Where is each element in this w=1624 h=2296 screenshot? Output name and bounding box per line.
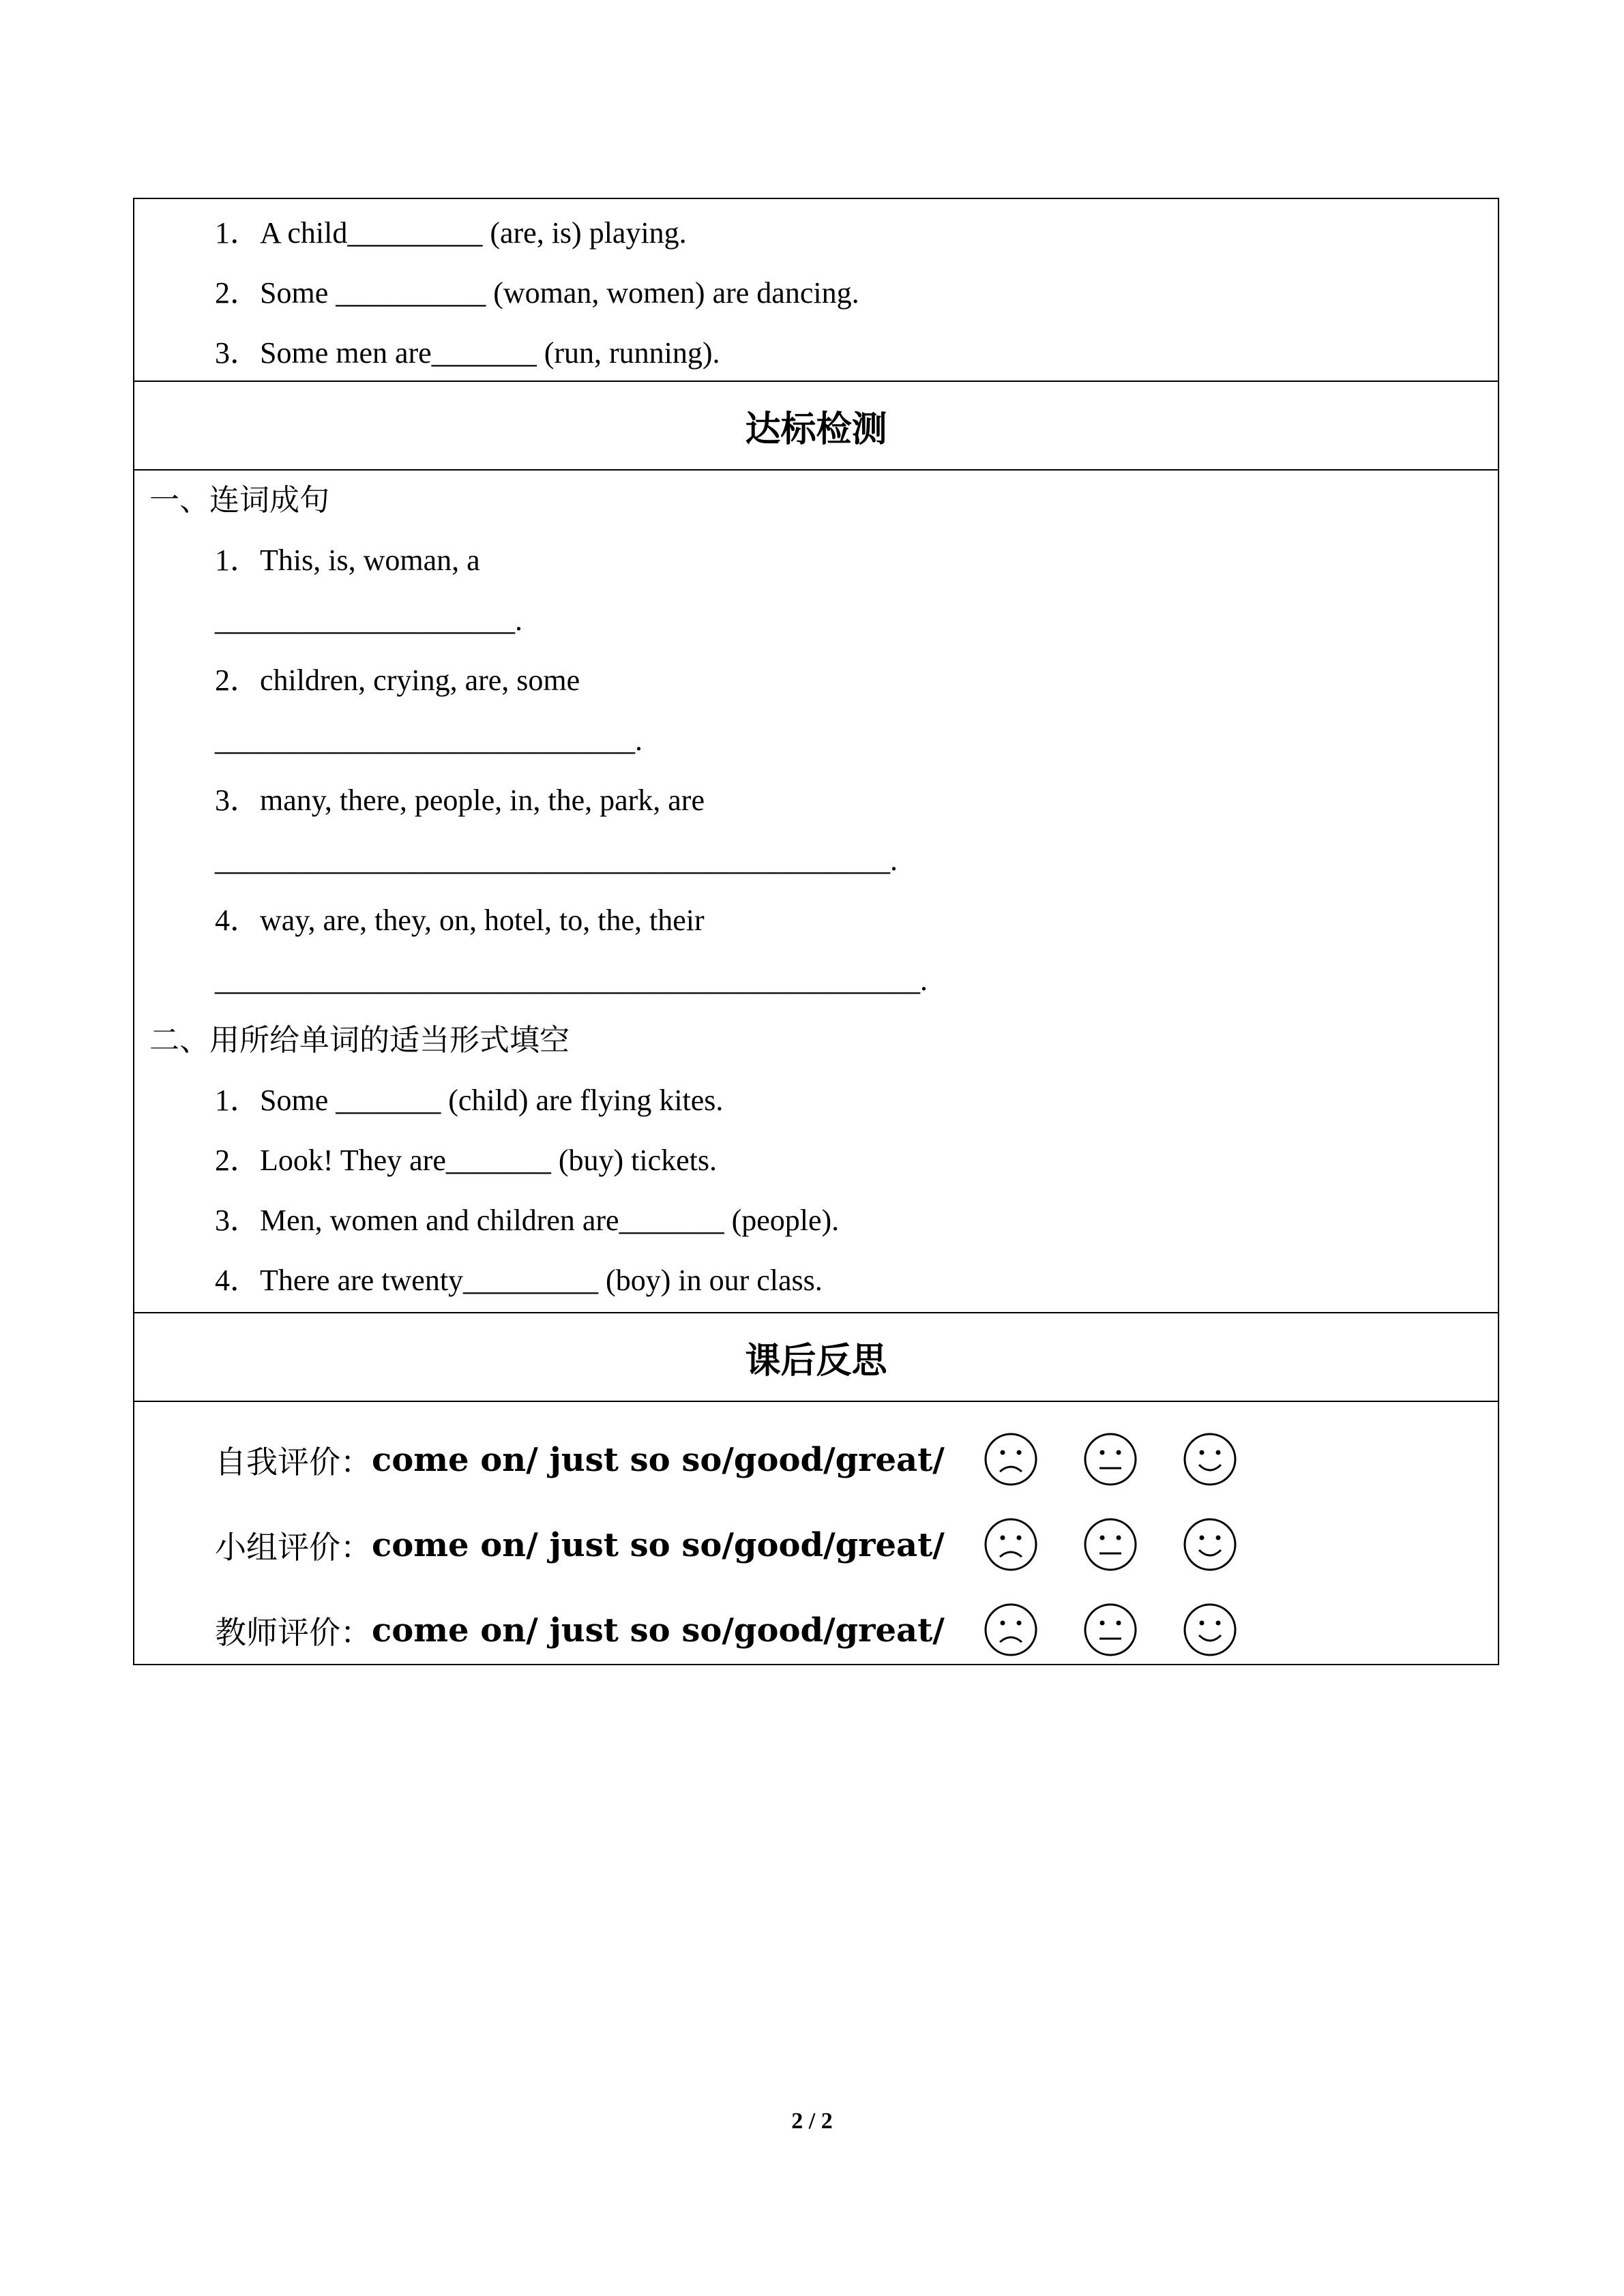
part1-title: 一、连词成句 (149, 483, 329, 518)
sad-face-icon[interactable] (984, 1517, 1038, 1572)
part1-item-4-answer-line[interactable]: _______________________________________________. (215, 964, 928, 997)
page-number: 2 / 2 (791, 2108, 833, 2134)
part1-item-4-prompt: 4．way, are, they, on, hotel, to, the, their (215, 904, 705, 937)
sad-face-icon[interactable] (984, 1432, 1038, 1487)
evaluation-label: 小组评价： (215, 1528, 372, 1566)
rating-faces (984, 1602, 1237, 1657)
section-heading-reflection: 课后反思 (134, 1313, 1498, 1402)
evaluation-section (134, 1402, 1498, 1664)
part2-title: 二、用所给单词的适当形式填空 (149, 1023, 570, 1058)
evaluation-label: 自我评价： (215, 1443, 372, 1480)
part1-item-2-prompt: 2．children, crying, are, some (215, 664, 580, 697)
warmup-item-2: 2．Some __________ (woman, women) are dancing. (215, 276, 859, 310)
part1-item-1-answer-line[interactable]: ____________________. (215, 603, 522, 637)
evaluation-options: come on/ just so so/good/great/ (372, 1525, 945, 1564)
warmup-item-1: 1．A child_________ (are, is) playing. (215, 216, 687, 250)
evaluation-options: come on/ just so so/good/great/ (372, 1611, 945, 1650)
worksheet-table (133, 198, 1499, 1665)
part1-item-2-answer-line[interactable]: ____________________________. (215, 724, 643, 757)
evaluation-row-self (134, 1417, 1498, 1502)
exercises-section (134, 471, 1498, 1313)
section-heading-assessment: 达标检测 (134, 382, 1498, 471)
warmup-item-3: 3．Some men are_______ (run, running). (215, 336, 720, 370)
sad-face-icon[interactable] (984, 1602, 1038, 1657)
part1-item-3-prompt: 3．many, there, people, in, the, park, are (215, 784, 705, 817)
evaluation-options: come on/ just so so/good/great/ (372, 1440, 945, 1479)
neutral-face-icon[interactable] (1083, 1602, 1138, 1657)
happy-face-icon[interactable] (1183, 1602, 1237, 1657)
rating-faces (984, 1432, 1237, 1487)
happy-face-icon[interactable] (1183, 1517, 1237, 1572)
evaluation-label: 教师评价： (215, 1613, 372, 1651)
part2-item-2: 2．Look! They are_______ (buy) tickets. (215, 1144, 718, 1177)
neutral-face-icon[interactable] (1083, 1517, 1138, 1572)
part2-item-1: 1．Some _______ (child) are flying kites. (215, 1084, 724, 1117)
part2-item-3: 3．Men, women and children are_______ (people). (215, 1204, 840, 1237)
part2-item-4: 4．There are twenty_________ (boy) in our class. (215, 1264, 823, 1297)
neutral-face-icon[interactable] (1083, 1432, 1138, 1487)
evaluation-row-teacher (134, 1587, 1498, 1673)
happy-face-icon[interactable] (1183, 1432, 1237, 1487)
rating-faces (984, 1517, 1237, 1572)
evaluation-row-group (134, 1502, 1498, 1587)
warmup-section (134, 199, 1498, 382)
part1-item-1-prompt: 1．This, is, woman, a (215, 543, 480, 577)
part1-item-3-answer-line[interactable]: _____________________________________________. (215, 844, 898, 877)
